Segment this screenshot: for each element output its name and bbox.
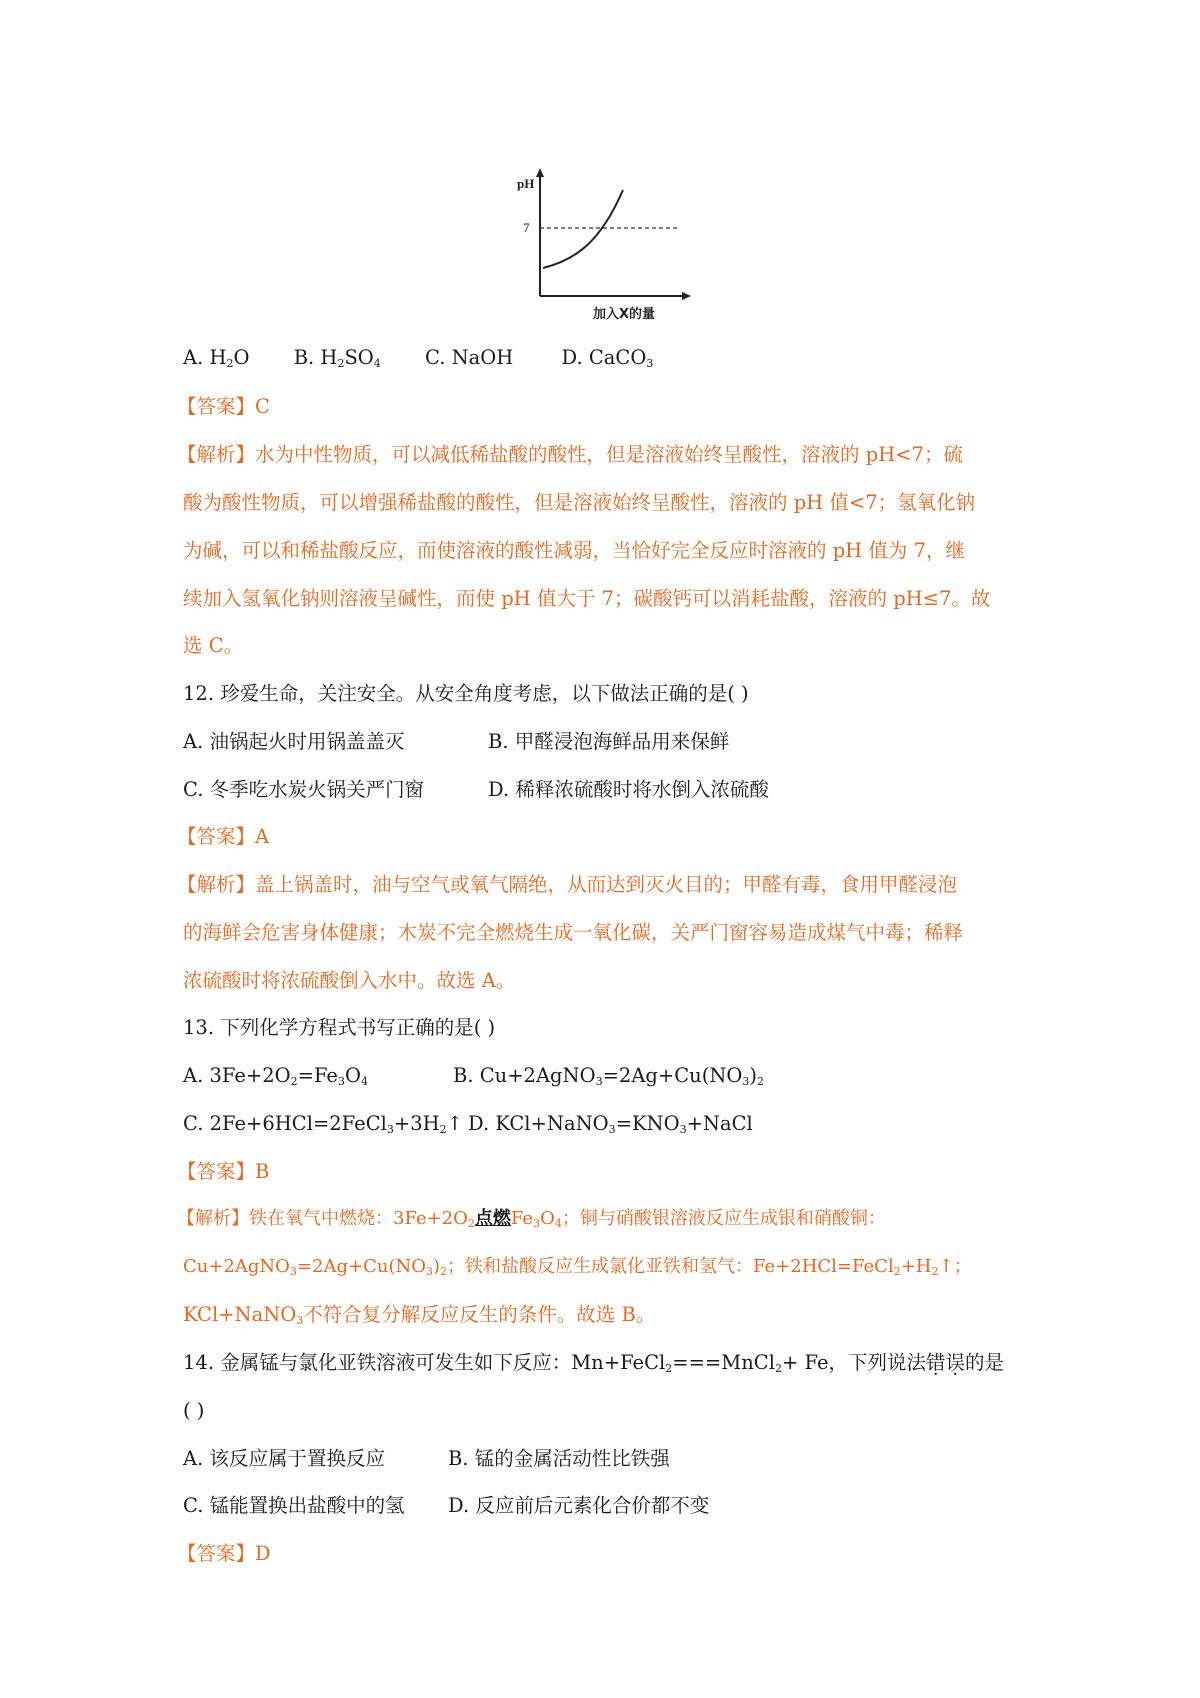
q14-option-a: A. 该反应属于置换反应	[183, 1447, 385, 1470]
q12-analysis-line-3: 浓硫酸时将浓硫酸倒入水中。故选 A。	[183, 969, 516, 992]
q13-options-row-1	[183, 1061, 764, 1097]
q11-analysis-line-5: 选 C。	[183, 634, 244, 657]
y-axis-arrow	[536, 168, 544, 177]
q14-paren: ( )	[183, 1399, 205, 1422]
ph-curve-figure	[515, 168, 695, 323]
q14-stem: 14. 金属锰与氯化亚铁溶液可发生如下反应：Mn+FeCl$_2$===MnCl$_2$+ Fe，下列说法错误的是	[183, 1351, 1005, 1375]
q11-analysis-line-3: 为碱，可以和稀盐酸反应，而使溶液的酸性减弱，当恰好完全反应时溶液的 pH 值为 7，继	[183, 539, 965, 562]
q11-option-d: D. CaCO$_3$	[561, 346, 654, 370]
q11-option-c: C. NaOH	[425, 346, 514, 369]
q13-analysis-line-3: KCl+NaNO$_3$不符合复分解反应反生的条件。故选 B。	[183, 1303, 656, 1327]
q13-stem: 13. 下列化学方程式书写正确的是( )	[183, 1016, 496, 1039]
q13-option-c: C. $2Fe+6HCl=2FeCl_3+3H_2↑$	[183, 1112, 463, 1136]
ignite-condition: 点燃	[474, 1208, 511, 1229]
q12-analysis-line-2: 的海鲜会危害身体健康；木炭不完全燃烧生成一氧化碳，关严门窗容易造成煤气中毒；稀释	[183, 921, 964, 944]
q13-option-b: B. $Cu+2AgNO_3=2Ag+Cu(NO_3)_2$	[453, 1064, 764, 1088]
x-axis-arrow	[682, 292, 691, 300]
tick-7: 7	[523, 220, 530, 235]
q12-options-row-1	[183, 727, 729, 757]
q11-options	[183, 343, 653, 379]
q12-answer: 【答案】A	[177, 825, 270, 848]
q14-options-row-1	[183, 1444, 670, 1474]
q13-option-a: A. $3Fe+2O_2=Fe_3O_4$	[183, 1064, 368, 1088]
q13-answer: 【答案】B	[177, 1160, 270, 1183]
q13-analysis-line-2: $Cu+2AgNO_3=2Ag+Cu(NO_3)_2$；铁和盐酸反应生成氯化亚铁和氢气：$Fe+2HCl=FeCl_2+H_2↑$；	[183, 1256, 972, 1278]
q14-option-d: D. 反应前后元素化合价都不变	[448, 1494, 710, 1517]
q11-option-b: B. $H_2SO_4$	[293, 346, 381, 370]
q12-stem: 12. 珍爱生命，关注安全。从安全角度考虑，以下做法正确的是( )	[183, 682, 749, 705]
q14-options-row-2	[183, 1491, 709, 1521]
ph-graph	[515, 168, 695, 327]
q13-analysis-line-1: 【解析】铁在氧气中燃烧：$3Fe+2O_2$点燃$Fe_3O_4$；铜与硝酸银溶液反应生成银和硝酸铜：	[177, 1208, 886, 1230]
answer-value: C	[255, 395, 270, 418]
q14-option-c: C. 锰能置换出盐酸中的氢	[183, 1494, 405, 1517]
q12-option-d: D. 稀释浓硫酸时将水倒入浓硫酸	[488, 778, 769, 801]
q12-option-c: C. 冬季吃水炭火锅关严门窗	[183, 778, 425, 801]
q11-analysis-line-2: 酸为酸性物质，可以增强稀盐酸的酸性，但是溶液始终呈酸性，溶液的 pH 值<7；氢氧化钠	[183, 491, 976, 514]
q14-option-b: B. 锰的金属活动性比铁强	[448, 1447, 670, 1470]
q12-option-b: B. 甲醛浸泡海鲜品用来保鲜	[488, 730, 730, 753]
q12-analysis-line-1: 【解析】盖上锅盖时，油与空气或氧气隔绝，从而达到灭火目的；甲醛有毒，食用甲醛浸泡	[177, 873, 958, 896]
graph-xlabel: 加入X的量	[593, 307, 656, 322]
q11-option-a: A. $H_2O$	[183, 346, 250, 370]
q12-option-a: A. 油锅起火时用锅盖盖灭	[183, 730, 405, 753]
q13-options-row-2	[183, 1109, 753, 1145]
q13-option-d: D. $KCl+NaNO_3=KNO_3+NaCl$	[468, 1112, 753, 1136]
q11-analysis-line-4: 续加入氢氧化钠则溶液呈碱性，而使 pH 值大于 7；碳酸钙可以消耗盐酸，溶液的 pH≤7。故	[183, 587, 991, 610]
emphasis-char: 误	[945, 1351, 966, 1374]
q14-answer: 【答案】D	[177, 1542, 271, 1565]
ph-curve	[543, 190, 623, 268]
q11-analysis-line-1: 【解析】水为中性物质，可以减低稀盐酸的酸性，但是溶液始终呈酸性，溶液的 pH<7；硫	[177, 443, 963, 466]
answer-label: 【答案】	[177, 395, 256, 418]
q11-answer	[177, 392, 270, 422]
emphasis-char: 错	[926, 1351, 946, 1374]
graph-ylabel: pH	[517, 176, 535, 191]
q12-options-row-2	[183, 775, 769, 805]
analysis-label: 【解析】	[177, 443, 256, 466]
